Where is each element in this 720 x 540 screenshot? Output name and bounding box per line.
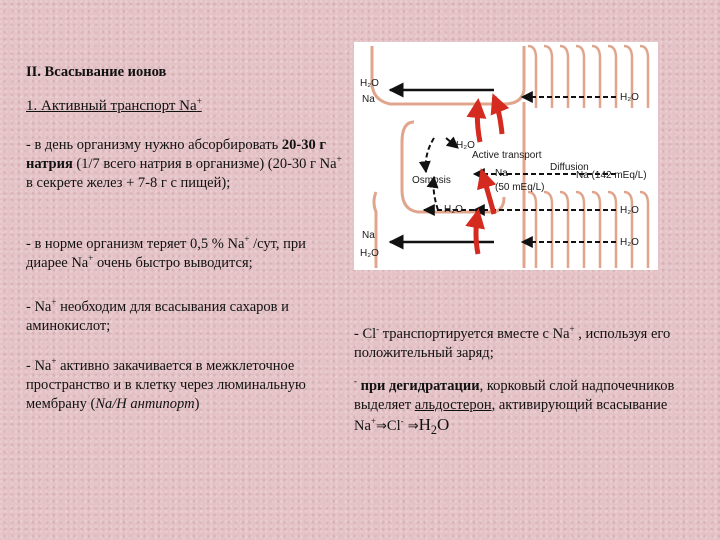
- p5-a: - Cl: [354, 326, 377, 342]
- p1-c-sup: +: [336, 154, 342, 164]
- p3-a: - Na: [26, 299, 52, 315]
- label-na-cell: Na: [495, 168, 508, 179]
- p6-g: H: [418, 415, 431, 434]
- subheading-text: 1. Активный транспорт Na: [26, 98, 197, 114]
- p6-h: O: [436, 415, 450, 434]
- p6-e: , активирующий всасывание Na: [354, 397, 668, 434]
- label-h2o-right-mid: H₂O: [620, 205, 639, 216]
- label-na-concentration-cell: (50 mEq/L): [495, 182, 545, 193]
- p1-d: в секрете желез + 7-8 г с пищей);: [26, 175, 231, 191]
- label-h2o-mid: H₂O: [444, 204, 463, 215]
- p5-c: , используя его положительный заряд;: [354, 326, 671, 361]
- p1-c: (1/7 всего натрия в организме) (20-30 г Na: [72, 156, 337, 172]
- p4-a-sup: +: [51, 356, 57, 366]
- p3-b: необходим для всасывания сахаров и аминокислот;: [26, 299, 289, 334]
- label-osmosis: Osmosis: [412, 175, 451, 186]
- paragraph-sodium-loss: [26, 235, 348, 273]
- p4-b: активно закачивается в межклеточное пространство и в клетку через люминальную мембрану (: [26, 358, 306, 412]
- p6-e-sup: +: [370, 416, 376, 426]
- p1-b: 20-30 г натрия: [26, 137, 326, 172]
- p6-g-sub: 2: [430, 422, 437, 437]
- slide-subheading: [26, 97, 202, 116]
- p5-b-sup: +: [569, 324, 575, 334]
- microvilli: [528, 46, 648, 268]
- p6-d: альдостерон: [414, 397, 492, 413]
- label-na-bottom: Na: [362, 230, 375, 241]
- p2-a-sup: +: [244, 234, 250, 244]
- label-h2o-top: H₂O: [360, 78, 379, 89]
- p6-f: Cl: [386, 418, 401, 434]
- implies-arrow-2: ⇒: [403, 419, 419, 434]
- label-h2o-cell: H₂O: [456, 140, 475, 151]
- p1-a: - в день организму нужно абсорбировать: [26, 137, 282, 153]
- label-diffusion: Diffusion: [550, 162, 589, 173]
- p2-c: очень быстро выводится;: [93, 255, 253, 271]
- p4-c: Na/H антипорт: [95, 396, 195, 412]
- paragraph-aldosterone: [354, 377, 704, 440]
- implies-arrow-1: ⇒: [376, 419, 387, 434]
- paragraph-sugar-absorption: [26, 298, 356, 336]
- p2-b-sup: +: [88, 253, 94, 263]
- slide-heading: II. Всасывание ионов: [26, 64, 167, 80]
- p4-d: ): [194, 396, 200, 412]
- p2-b: /сут, при диарее Na: [26, 236, 306, 271]
- p2-a: - в норме организм теряет 0,5 % Na: [26, 236, 245, 252]
- paragraph-chloride-transport: [354, 325, 674, 363]
- paragraph-active-pumping: [26, 357, 348, 414]
- label-h2o-bottom: H₂O: [360, 248, 379, 259]
- p6-c: , корковый слой надпочечников выделяет: [354, 378, 675, 413]
- label-h2o-right-bottom: H₂O: [620, 237, 639, 248]
- paragraph-daily-absorption: [26, 136, 348, 193]
- label-na-top: Na: [362, 94, 375, 105]
- p6-f-sup: -: [400, 416, 404, 426]
- p6-a-sup: -: [354, 376, 357, 386]
- subheading-sup: +: [196, 96, 202, 106]
- ion-transport-diagram: [354, 42, 658, 270]
- label-active-transport: Active transport: [472, 150, 542, 161]
- label-h2o-right-top: H₂O: [620, 92, 639, 103]
- p3-a-sup: +: [51, 297, 57, 307]
- p5-b: транспортируется вместе с Na: [379, 326, 570, 342]
- p5-a-sup: -: [376, 324, 380, 334]
- p6-b: при дегидратации: [357, 378, 480, 394]
- label-na-blood: Na (142 mEq/L): [576, 170, 647, 181]
- p4-a: - Na: [26, 358, 52, 374]
